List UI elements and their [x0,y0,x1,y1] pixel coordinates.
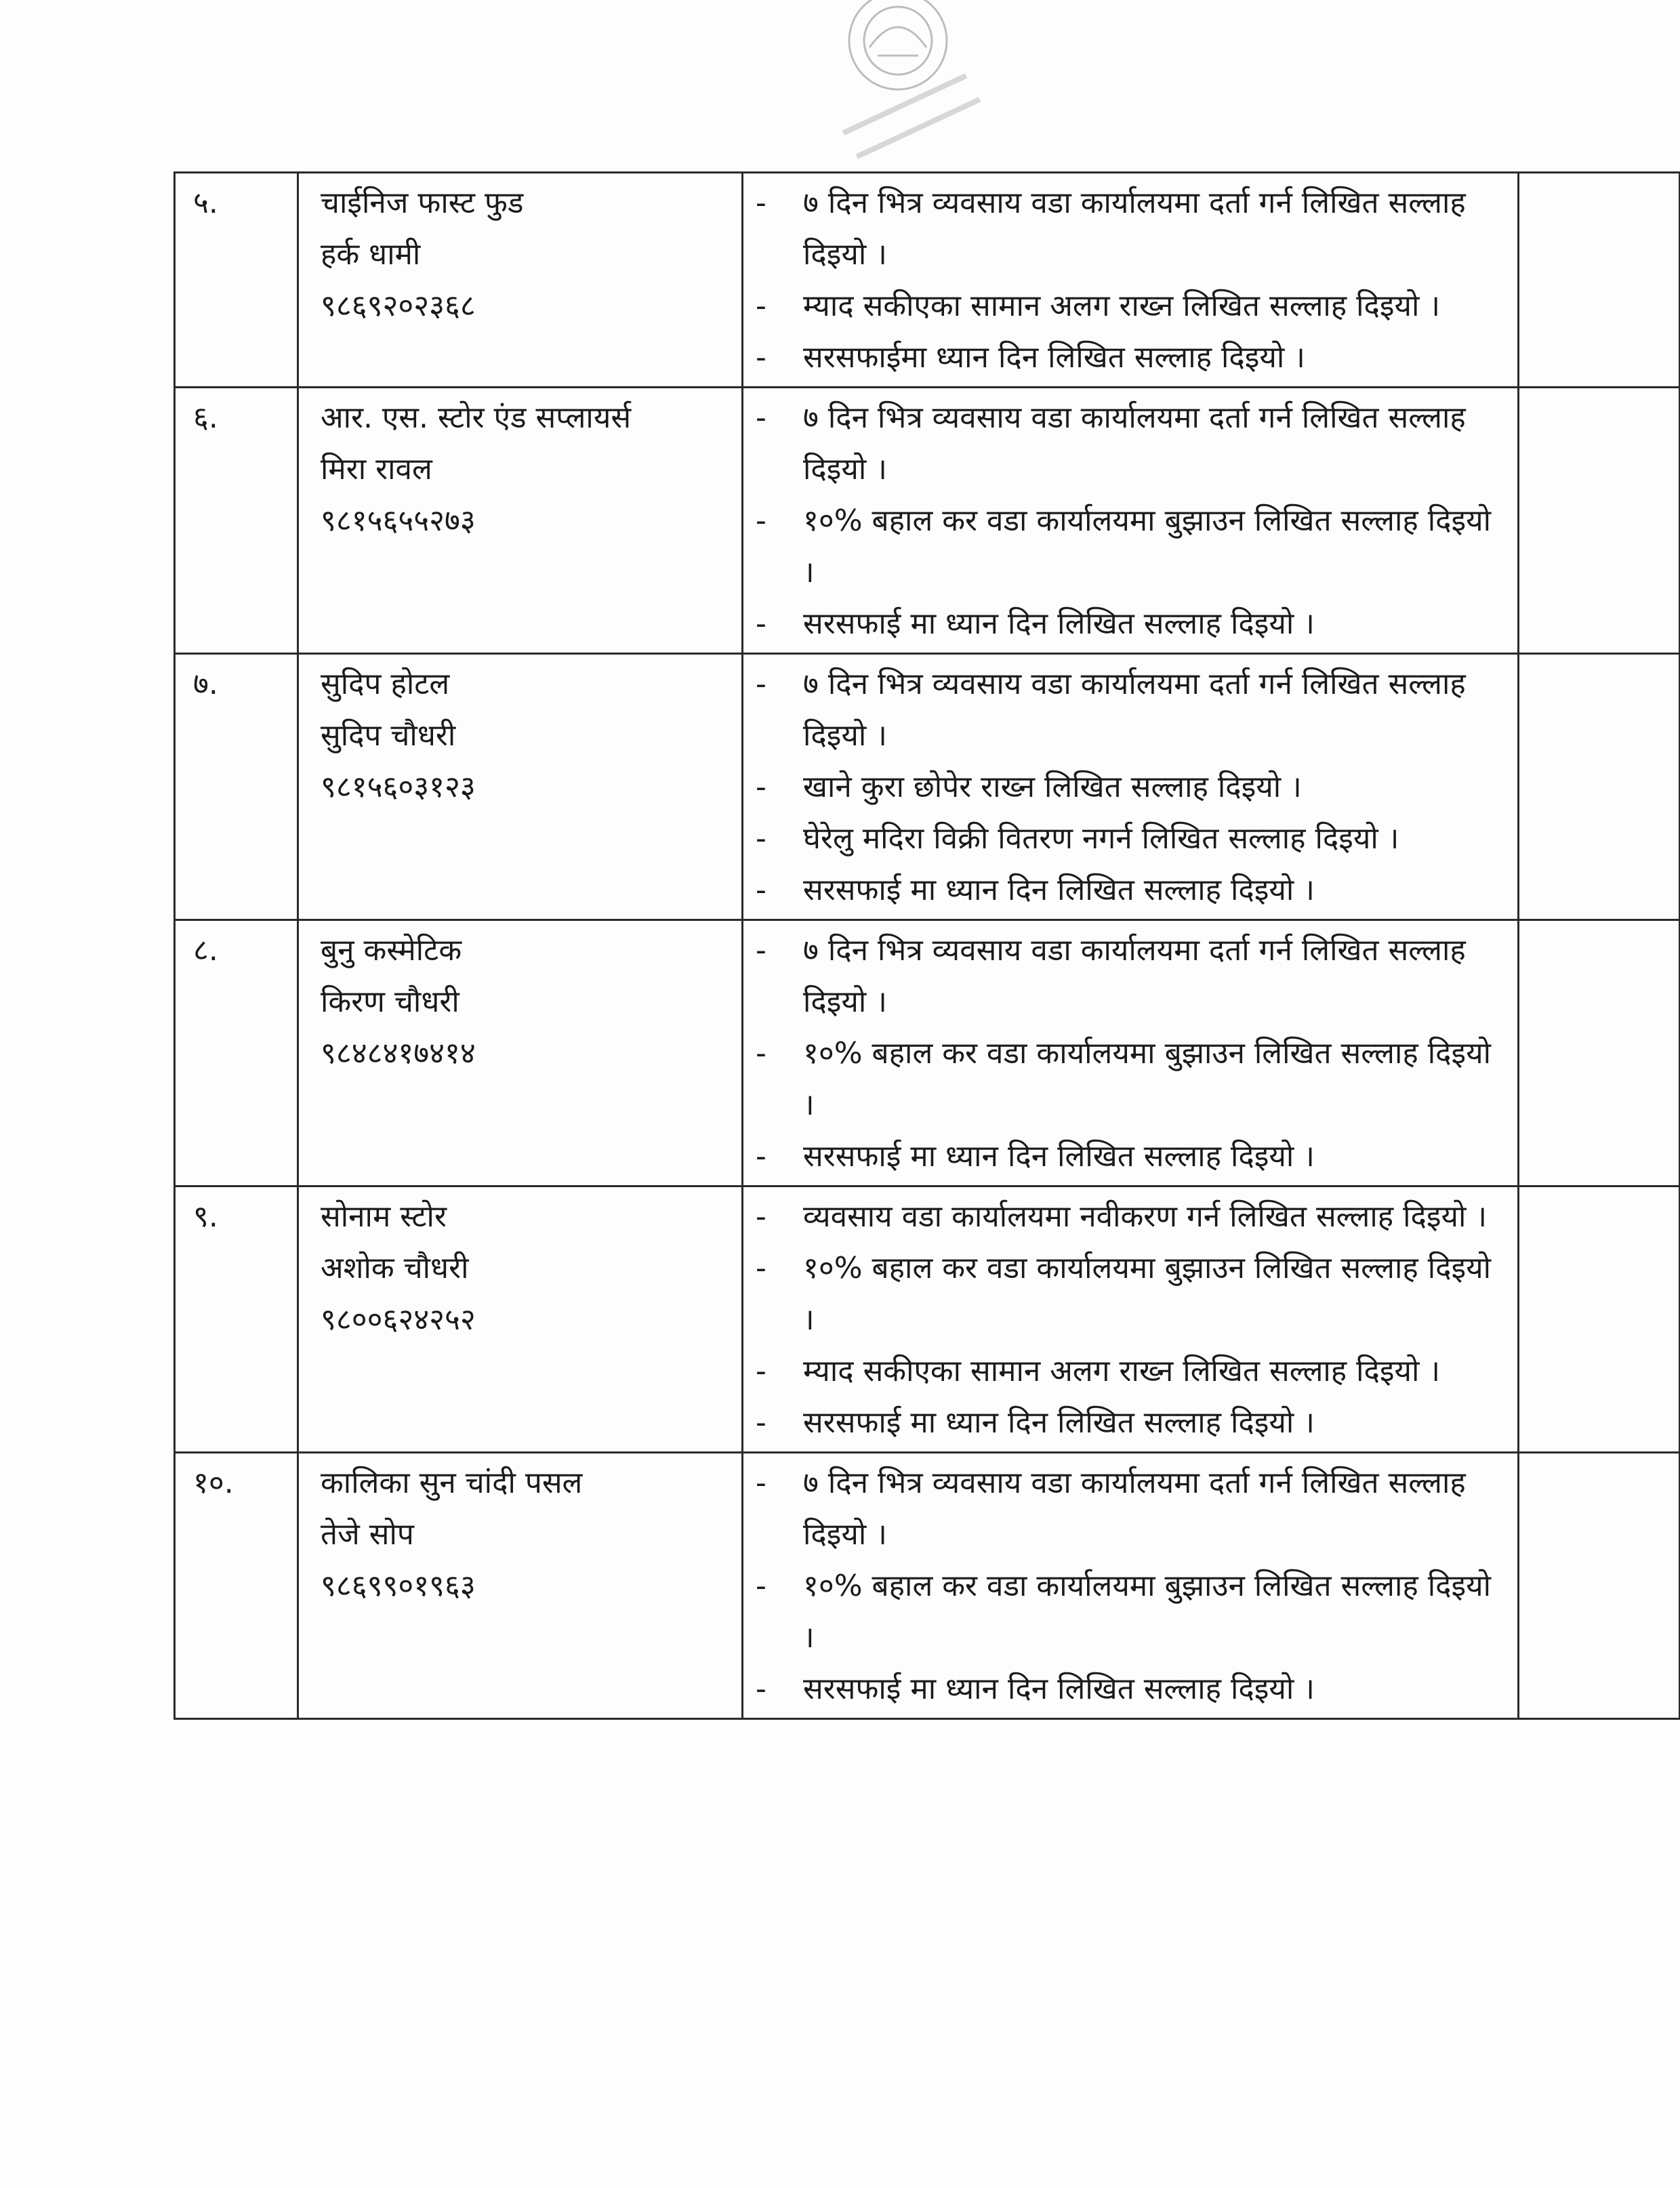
advice-item: - सरसफाई मा ध्यान दिन लिखित सल्लाह दिइयो । [803,1664,1507,1715]
owner-name: किरण चौधरी [321,985,459,1019]
advice-item: - म्याद सकीएका सामान अलग राख्न लिखित सल्लाह दिइयो । [803,1346,1507,1397]
owner-name: हर्क धामी [321,237,421,272]
advice-item: - खाने कुरा छोपेर राख्न लिखित सल्लाह दिइयो । [803,762,1507,813]
owner-name: तेजे सोप [321,1517,414,1552]
serial-number-cell: ५. [175,173,298,388]
remarks-cell [1519,654,1680,920]
table-row [175,1186,1680,1453]
business-name: कालिका सुन चांदी पसल [321,1466,583,1500]
business-name: आर. एस. स्टोर एंड सप्लायर्स [321,400,632,435]
business-name: सुदिप होटल [321,667,450,701]
phone-number: ९८६९९०१९६३ [321,1569,476,1603]
advice-item: - १०% बहाल कर वडा कार्यालयमा बुझाउन लिखित सल्लाह दिइयो । [803,1243,1507,1346]
business-name: बुनु कस्मेटिक [321,933,462,968]
advice-cell [743,1186,1519,1453]
advice-item: - व्यवसाय वडा कार्यालयमा नवीकरण गर्न लिखित सल्लाह दिइयो । [803,1191,1507,1243]
serial-number-cell: ९. [175,1186,298,1453]
business-details-cell [298,920,743,1186]
table-row [175,1453,1680,1719]
advice-cell [743,173,1519,388]
advice-list [803,178,1507,384]
owner-name: अशोक चौधरी [321,1251,469,1285]
phone-number: ९८४८४१७४१४ [321,1036,476,1071]
advice-item: - १०% बहाल कर वडा कार्यालयमा बुझाउन लिखित सल्लाह दिइयो । [803,495,1507,598]
phone-number: ९८१५६५५२७३ [321,503,476,538]
advice-item: - सरसफाई मा ध्यान दिन लिखित सल्लाह दिइयो । [803,1397,1507,1449]
advice-cell [743,654,1519,920]
table-row [175,920,1680,1186]
advice-item: - सरसफाई मा ध्यान दिन लिखित सल्लाह दिइयो । [803,865,1507,916]
advice-cell [743,1453,1519,1719]
advice-list [803,1458,1507,1715]
table-row [175,654,1680,920]
phone-number: ९८००६२४२५२ [321,1302,476,1337]
advice-item: - ७ दिन भित्र व्यवसाय वडा कार्यालयमा दर्ता गर्न लिखित सल्लाह दिइयो । [803,1458,1507,1561]
advice-list [803,392,1507,650]
advice-item: - ७ दिन भित्र व्यवसाय वडा कार्यालयमा दर्ता गर्न लिखित सल्लाह दिइयो । [803,392,1507,495]
serial-number-cell: ८. [175,920,298,1186]
advice-item: - सरसफाई मा ध्यान दिन लिखित सल्लाह दिइयो । [803,598,1507,650]
advice-item: - घेरेलु मदिरा विक्री वितरण नगर्न लिखित सल्लाह दिइयो । [803,813,1507,865]
advice-item: - ७ दिन भित्र व्यवसाय वडा कार्यालयमा दर्ता गर्न लिखित सल्लाह दिइयो । [803,659,1507,762]
table-row [175,388,1680,654]
business-details-cell [298,1453,743,1719]
advice-item: - ७ दिन भित्र व्यवसाय वडा कार्यालयमा दर्ता गर्न लिखित सल्लाह दिइयो । [803,925,1507,1028]
remarks-cell [1519,1453,1680,1719]
advice-list [803,925,1507,1182]
table-row [175,173,1680,388]
advice-item: - ७ दिन भित्र व्यवसाय वडा कार्यालयमा दर्ता गर्न लिखित सल्लाह दिइयो । [803,178,1507,281]
business-name: सोनाम स्टोर [321,1199,447,1234]
remarks-cell [1519,173,1680,388]
advice-item: - म्याद सकीएका सामान अलग राख्न लिखित सल्लाह दिइयो । [803,281,1507,332]
serial-number-cell: ७. [175,654,298,920]
serial-number-cell: ६. [175,388,298,654]
advice-cell [743,920,1519,1186]
owner-name: सुदिप चौधरी [321,718,456,753]
business-details-cell [298,388,743,654]
advice-list [803,659,1507,916]
remarks-cell [1519,1186,1680,1453]
advice-list [803,1191,1507,1449]
phone-number: ९८६९२०२३६८ [321,289,476,323]
inspection-table [173,171,1680,1720]
business-details-cell [298,173,743,388]
advice-item: - १०% बहाल कर वडा कार्यालयमा बुझाउन लिखित सल्लाह दिइयो । [803,1561,1507,1664]
remarks-cell [1519,920,1680,1186]
owner-name: मिरा रावल [321,452,432,487]
business-details-cell [298,1186,743,1453]
business-name: चाईनिज फास्ट फुड [321,186,524,220]
municipal-seal-stamp [796,0,1020,169]
advice-item: - १०% बहाल कर वडा कार्यालयमा बुझाउन लिखित सल्लाह दिइयो । [803,1028,1507,1131]
business-details-cell [298,654,743,920]
advice-item: - सरसफाई मा ध्यान दिन लिखित सल्लाह दिइयो । [803,1131,1507,1182]
advice-cell [743,388,1519,654]
remarks-cell [1519,388,1680,654]
serial-number-cell: १०. [175,1453,298,1719]
advice-item: - सरसफाईमा ध्यान दिन लिखित सल्लाह दिइयो । [803,332,1507,384]
phone-number: ९८१५६०३१२३ [321,770,476,804]
